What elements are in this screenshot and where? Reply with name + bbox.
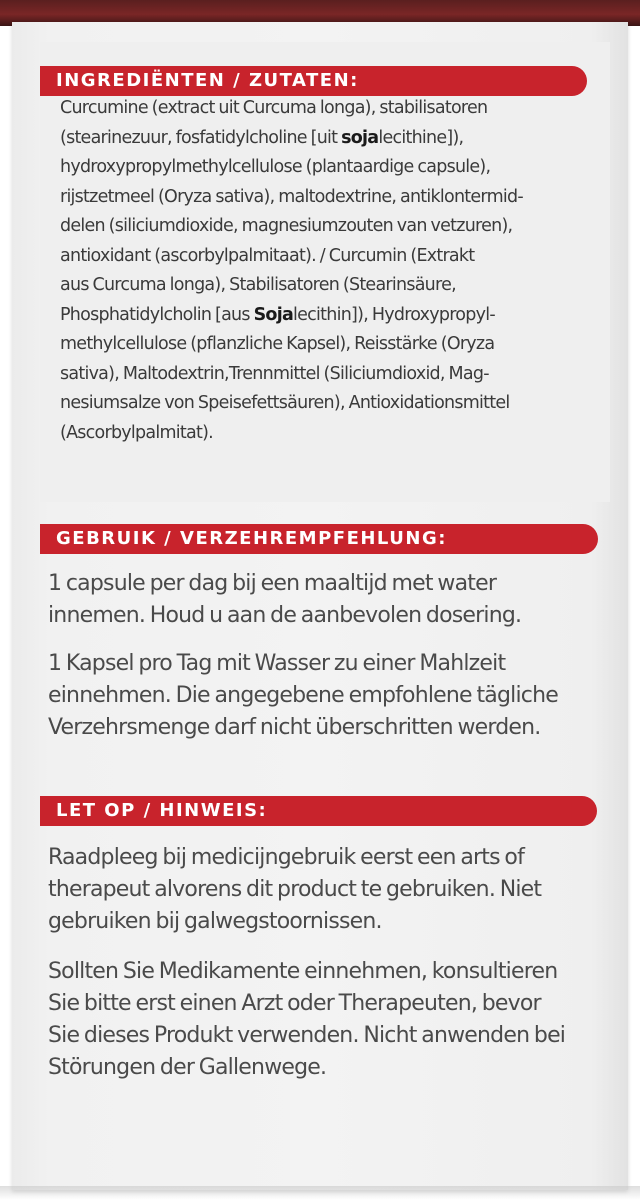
note-heading: LET OP / HINWEIS:	[40, 796, 597, 826]
note-de-line: Sollten Sie Medikamente einnehmen, konsultieren	[48, 959, 558, 984]
ingredients-line: hydroxypropylmethylcellulose (plantaardige capsule),	[60, 157, 491, 177]
usage-text-de	[48, 648, 608, 744]
note-text-de	[48, 956, 608, 1084]
note-de-line: Störungen der Gallenwege.	[48, 1055, 327, 1080]
usage-nl-line: innemen. Houd u aan de aanbevolen dosering.	[48, 603, 522, 628]
ingredients-line: nesiumsalze von Speisefettsäuren), Antioxidationsmittel	[60, 393, 510, 413]
ingredients-line: Curcumine (extract uit Curcuma longa), stabilisatoren	[60, 98, 488, 118]
note-de-line: Sie bitte erst einen Arzt oder Therapeuten, bevor	[48, 991, 541, 1016]
note-nl-line: therapeut alvorens dit product te gebruiken. Niet	[48, 877, 542, 902]
usage-nl-line: 1 capsule per dag bij een maaltijd met water	[48, 571, 497, 596]
ingredients-line: rijstzetmeel (Oryza sativa), maltodextrine, antiklontermid-	[60, 186, 523, 207]
allergen-soja-de: Soja	[253, 304, 294, 325]
note-de-line: Sie dieses Produkt verwenden. Nicht anwenden bei	[48, 1023, 566, 1048]
ingredients-line: (Ascorbylpalmitat).	[60, 422, 213, 443]
usage-de-line: einnehmen. Die angegebene empfohlene tägliche	[48, 683, 558, 708]
usage-de-line: 1 Kapsel pro Tag mit Wasser zu einer Mahlzeit	[48, 651, 506, 676]
ingredients-heading: INGREDIËNTEN / ZUTATEN:	[40, 66, 587, 96]
usage-text-nl	[48, 568, 608, 632]
ingredients-line: sativa), Maltodextrin,Trennmittel (Siliciumdioxid, Mag-	[60, 363, 489, 384]
ingredients-text	[60, 94, 585, 448]
ingredients-line: methylcellulose (pflanzliche Kapsel), Reisstärke (Oryza	[60, 334, 495, 354]
package-bottom-shadow	[0, 1186, 640, 1200]
note-nl-line: gebruiken bij galwegstoornissen.	[48, 909, 382, 934]
usage-de-line: Verzehrsmenge darf nicht überschritten werden.	[48, 715, 541, 740]
allergen-soja: soja	[341, 127, 379, 148]
ingredients-line: antioxidant (ascorbylpalmitaat). / Curcumin (Extrakt	[60, 245, 475, 266]
usage-heading: GEBRUIK / VERZEHREMPFEHLUNG:	[40, 524, 598, 554]
ingredients-line: aus Curcuma longa), Stabilisatoren (Stearinsäure,	[60, 275, 456, 295]
ingredients-line: (stearinezuur, fosfatidylcholine [uit sojalecithine]),	[60, 127, 464, 148]
note-text-nl	[48, 842, 608, 938]
ingredients-line: delen (siliciumdioxide, magnesiumzouten van vetzuren),	[60, 216, 513, 236]
ingredients-line: Phosphatidylcholin [aus Sojalecithin]), Hydroxypropyl-	[60, 304, 495, 325]
note-nl-line: Raadpleeg bij medicijngebruik eerst een arts of	[48, 845, 525, 870]
